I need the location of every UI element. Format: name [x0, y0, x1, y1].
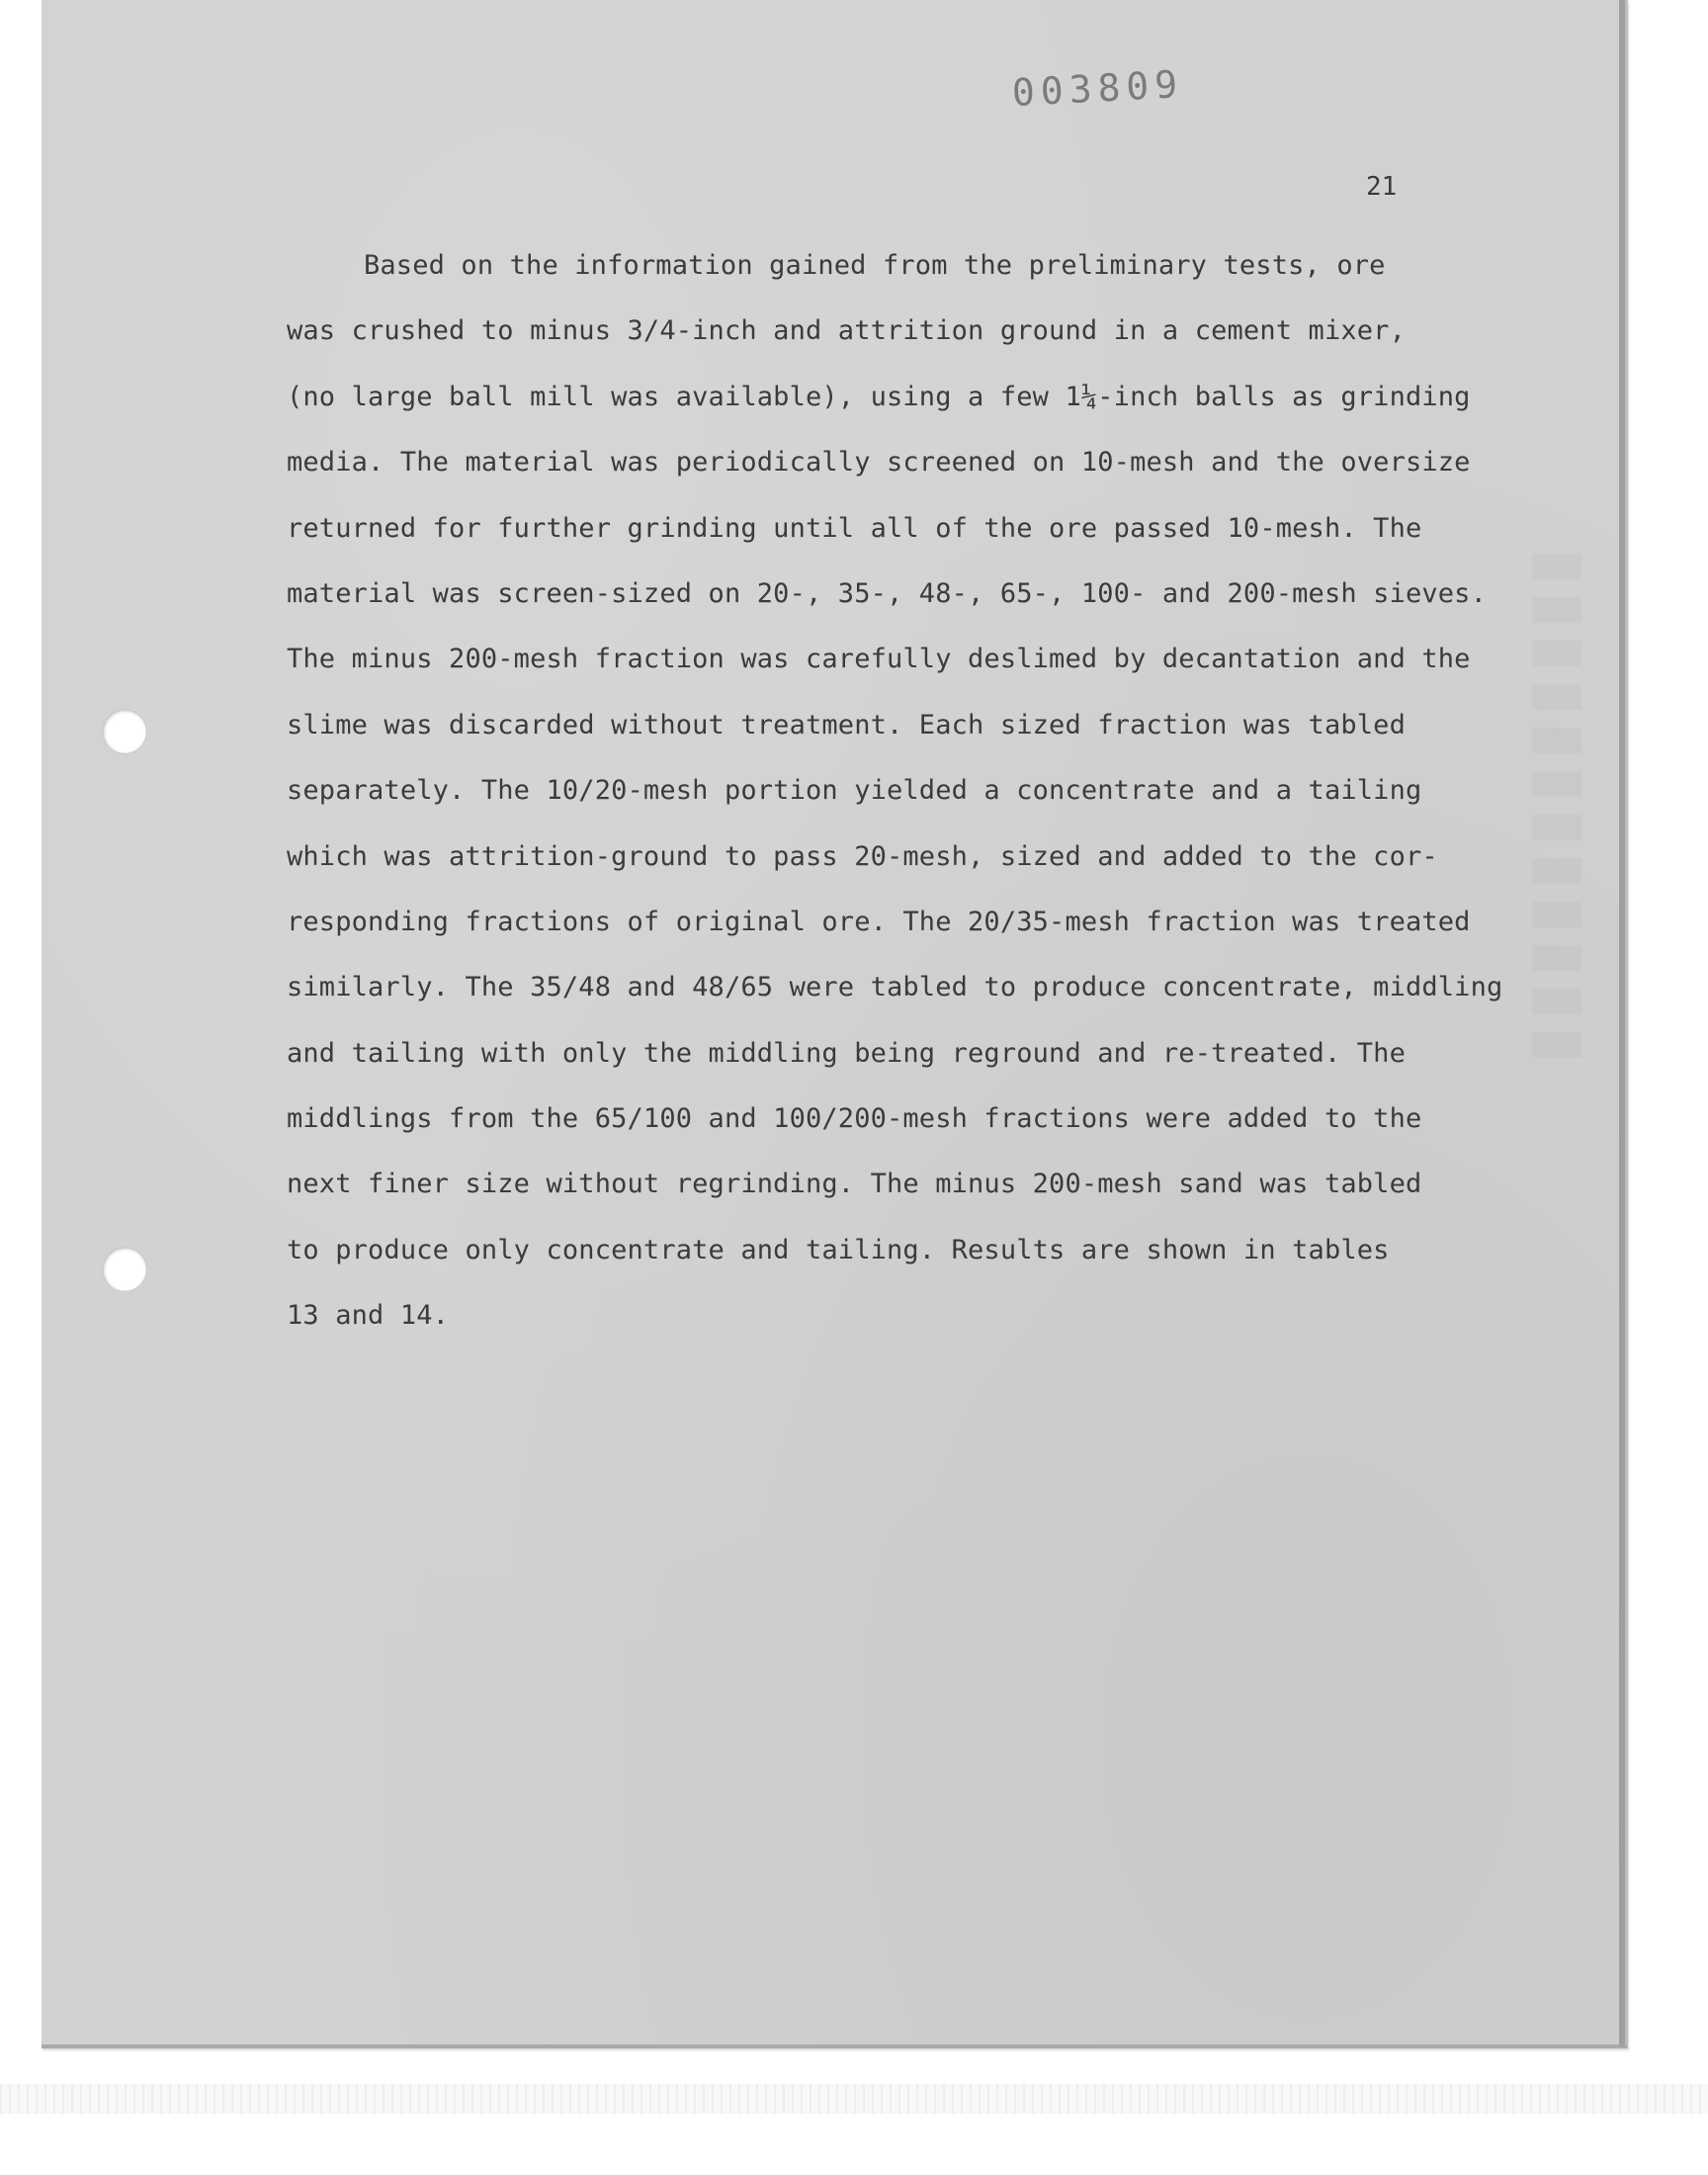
paragraph-line: separately. The 10/20-mesh portion yielded a concentrate and a tailing: [287, 775, 1422, 807]
page-number: 21: [1366, 172, 1398, 202]
paragraph-line: material was screen-sized on 20-, 35-, 48-, 65-, 100- and 200-mesh sieves.: [287, 577, 1487, 609]
paragraph-line: (no large ball mill was available), using a few 1¼-inch balls as grinding: [287, 381, 1471, 412]
paragraph-line: responding fractions of original ore. The 20/35-mesh fraction was treated: [287, 906, 1471, 937]
body-paragraph: [287, 233, 1542, 1349]
paragraph-line: media. The material was periodically screened on 10-mesh and the oversize: [287, 447, 1471, 478]
paragraph-line: Based on the information gained from the preliminary tests, ore: [364, 250, 1386, 281]
paper-edge-shadow: [1619, 0, 1625, 2046]
paragraph-line: and tailing with only the middling being reground and re-treated. The: [287, 1037, 1406, 1069]
paragraph-line: slime was discarded without treatment. Each sized fraction was tabled: [287, 709, 1406, 740]
paragraph-line: The minus 200-mesh fraction was carefully deslimed by decantation and the: [287, 644, 1471, 675]
punch-hole-top: [103, 710, 146, 753]
paragraph-line: similarly. The 35/48 and 48/65 were tabled to produce concentrate, middling: [287, 972, 1503, 1003]
paragraph-line: middlings from the 65/100 and 100/200-mesh fractions were added to the: [287, 1103, 1422, 1135]
document-stamp-number: 003809: [1010, 61, 1185, 115]
paragraph-line: returned for further grinding until all of the ore passed 10-mesh. The: [287, 512, 1422, 544]
paragraph-line: next finer size without regrinding. The minus 200-mesh sand was tabled: [287, 1169, 1422, 1200]
paragraph-line: to produce only concentrate and tailing. Results are shown in tables: [287, 1234, 1390, 1265]
paragraph-line: 13 and 14.: [287, 1300, 450, 1332]
paragraph-line: which was attrition-ground to pass 20-mesh, sized and added to the cor-: [287, 840, 1438, 872]
paragraph-line: was crushed to minus 3/4-inch and attrition ground in a cement mixer,: [287, 315, 1406, 347]
punch-hole-bottom: [103, 1248, 146, 1291]
scanner-bottom-edge: [0, 2084, 1708, 2114]
